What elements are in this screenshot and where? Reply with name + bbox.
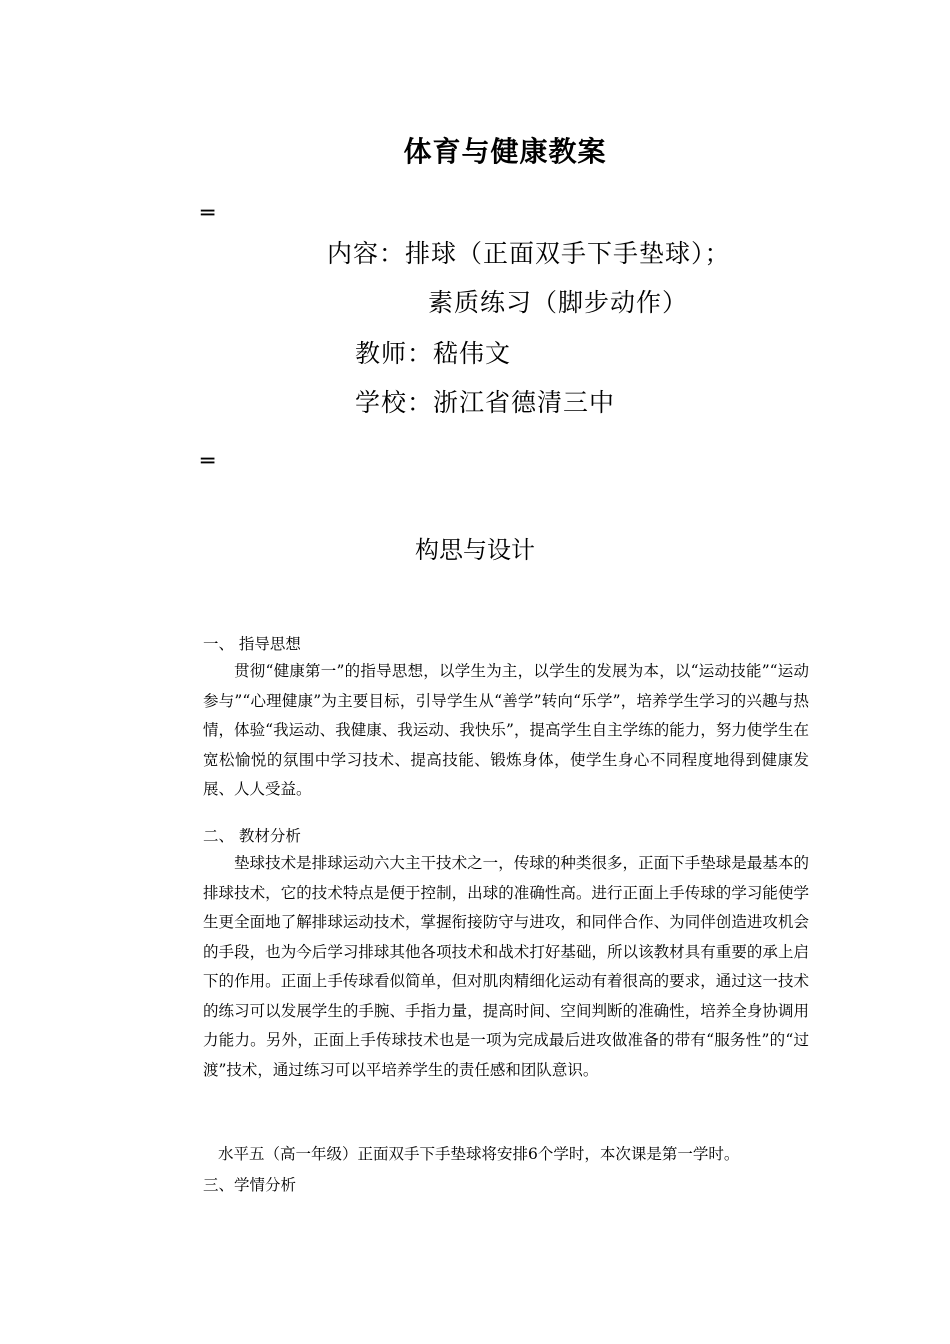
content-line-1: 内容：排球（正面双手下手垫球）； [327,239,731,268]
section-heading-guiding-ideology: 一、 指导思想 [203,635,301,653]
section-heading-material-analysis: 二、 教材分析 [203,827,301,845]
section-mark-top: ═ [201,201,215,226]
document-title: 体育与健康教案 [403,135,607,168]
section-mark-bottom: ═ [201,449,215,474]
teacher-line: 教师：嵇伟文 [355,339,512,368]
school-line: 学校：浙江省德清三中 [355,388,616,417]
content-line-2: 素质练习（脚步动作） [428,288,689,317]
section-body-material-analysis [203,849,809,1085]
design-heading: 构思与设计 [415,536,535,564]
paragraph-material-analysis: 垫球技术是排球运动六大主干技术之一，传球的种类很多，正面下手垫球是最基本的排球技术，它的技术特点是便于控制，出球的准确性高。进行正面上手传球的学习能使学生更全面地了解排球运动技术，掌握衔接防守与进攻，和同伴合作、为同伴创造进攻机会的手段，也为今后学习排球其他各项技术和战术打好基础，所以该教材具有重要的承上启下的作用。正面上手传球看似简单，但对肌肉精细化运动有着很高的要求，通过这一技术的练习可以发展学生的手腕、手指力量，提高时间、空间判断的准确性，培养全身协调用力能力。另外，正面上手传球技术也是一项为完成最后进攻做准备的带有“服务性”的“过渡”技术，通过练习可以平培养学生的责任感和团队意识。 [203,854,809,1079]
section-body-guiding-ideology [203,657,809,805]
paragraph-guiding-ideology: 贯彻“健康第一”的指导思想，以学生为主，以学生的发展为本，以“运动技能”“运动参与”“心理健康”为主要目标，引导学生从“善学”转向“乐学”，培养学生学习的兴趣与热情，体验“我运动、我健康、我运动、我快乐”，提高学生自主学练的能力，努力使学生在宽松愉悦的氛围中学习技术、提高技能、锻炼身体，使学生身心不同程度地得到健康发展、人人受益。 [203,662,809,798]
lesson-schedule-note: 水平五（高一年级）正面双手下手垫球将安排6个学时，本次课是第一学时。 [218,1145,740,1163]
section-heading-student-analysis: 三、学情分析 [203,1176,297,1194]
